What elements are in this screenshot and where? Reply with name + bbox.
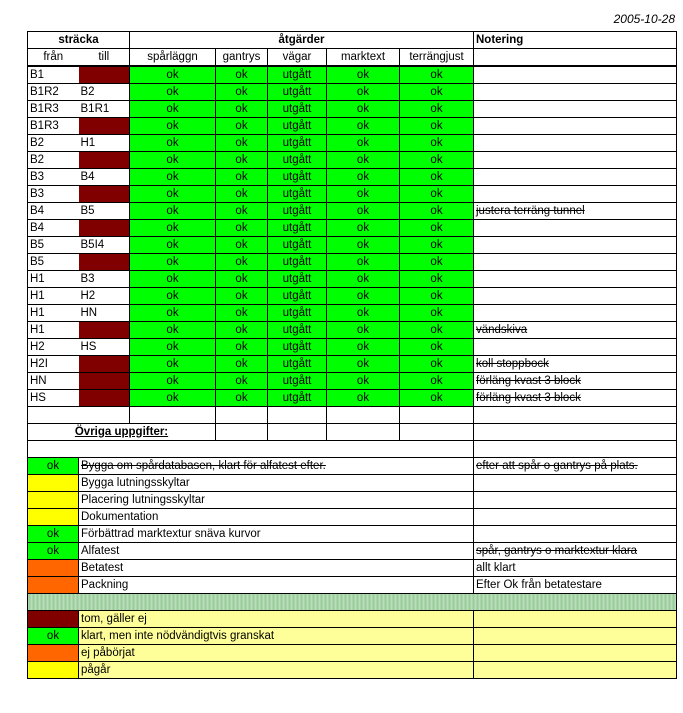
cell-notering <box>474 152 677 169</box>
task-status <box>28 509 79 526</box>
cell-terrangjust: ok <box>400 101 474 118</box>
cell-till: B5 <box>79 203 130 220</box>
cell-notering <box>474 66 677 84</box>
cell-gantrys: ok <box>216 118 268 135</box>
cell-notering: koll stoppbock <box>474 356 677 373</box>
task-note <box>474 475 677 492</box>
subheader-row <box>28 49 677 67</box>
cell-terrangjust: ok <box>400 66 474 84</box>
header-stracka: sträcka <box>28 32 130 49</box>
legend-swatch <box>28 611 79 628</box>
task-text: Förbättrad marktextur snäva kurvor <box>79 526 474 543</box>
legend-text: tom, gäller ej <box>79 611 474 628</box>
cell-sparlaggn: ok <box>130 339 216 356</box>
cell-till: H1 <box>79 135 130 152</box>
table-row <box>28 271 677 288</box>
cell-gantrys: ok <box>216 254 268 271</box>
task-text: Placering lutningsskyltar <box>79 492 474 509</box>
table-row <box>28 254 677 271</box>
header-row <box>28 32 677 49</box>
cell-sparlaggn: ok <box>130 220 216 237</box>
cell-sparlaggn: ok <box>130 66 216 84</box>
cell-sparlaggn: ok <box>130 101 216 118</box>
cell-gantrys: ok <box>216 203 268 220</box>
cell-marktext: ok <box>327 101 400 118</box>
cell-vagar: utgått <box>268 203 327 220</box>
blank-cell <box>28 441 474 458</box>
task-note: allt klart <box>474 560 677 577</box>
cell-till <box>79 254 130 271</box>
table-row <box>28 220 677 237</box>
cell-vagar: utgått <box>268 373 327 390</box>
cell-vagar: utgått <box>268 322 327 339</box>
cell-terrangjust: ok <box>400 220 474 237</box>
blank-cell <box>28 407 79 424</box>
cell-sparlaggn: ok <box>130 288 216 305</box>
header-notering: Notering <box>474 32 677 49</box>
legend-swatch <box>28 645 79 662</box>
cell-notering <box>474 237 677 254</box>
task-text: Betatest <box>79 560 474 577</box>
cell-terrangjust: ok <box>400 322 474 339</box>
table-row <box>28 390 677 407</box>
task-status: ok <box>28 526 79 543</box>
blank-cell <box>216 424 268 441</box>
cell-gantrys: ok <box>216 271 268 288</box>
cell-notering <box>474 84 677 101</box>
blank-cell <box>268 407 327 424</box>
cell-gantrys: ok <box>216 84 268 101</box>
cell-vagar: utgått <box>268 271 327 288</box>
cell-vagar: utgått <box>268 356 327 373</box>
cell-gantrys: ok <box>216 288 268 305</box>
cell-fran: H1 <box>28 305 79 322</box>
task-row <box>28 526 677 543</box>
task-row <box>28 458 677 475</box>
cell-vagar: utgått <box>268 152 327 169</box>
cell-vagar: utgått <box>268 237 327 254</box>
blank-row <box>28 407 677 424</box>
table-row <box>28 66 677 84</box>
cell-fran: B4 <box>28 203 79 220</box>
task-text: Alfatest <box>79 543 474 560</box>
cell-marktext: ok <box>327 254 400 271</box>
cell-vagar: utgått <box>268 101 327 118</box>
blank-cell <box>474 424 677 441</box>
cell-notering: förläng kvast 3 block <box>474 373 677 390</box>
cell-fran: H1 <box>28 288 79 305</box>
cell-fran: B1R3 <box>28 118 79 135</box>
ovriga-title-text: Övriga uppgifter: <box>74 425 169 438</box>
task-note <box>474 526 677 543</box>
blank-cell <box>400 407 474 424</box>
cell-till: H2 <box>79 288 130 305</box>
task-row <box>28 560 677 577</box>
table-row <box>28 135 677 152</box>
table-row <box>28 288 677 305</box>
table-row <box>28 118 677 135</box>
cell-fran: B1R2 <box>28 84 79 101</box>
legend-swatch: ok <box>28 628 79 645</box>
table-row <box>28 305 677 322</box>
cell-sparlaggn: ok <box>130 305 216 322</box>
table-row <box>28 203 677 220</box>
task-status: ok <box>28 543 79 560</box>
cell-marktext: ok <box>327 271 400 288</box>
cell-sparlaggn: ok <box>130 322 216 339</box>
separator <box>28 594 677 611</box>
col-fran: från <box>28 49 79 67</box>
cell-fran: B1 <box>28 66 79 84</box>
cell-notering <box>474 169 677 186</box>
cell-gantrys: ok <box>216 135 268 152</box>
task-text: Bygga lutningsskyltar <box>79 475 474 492</box>
blank-cell <box>400 424 474 441</box>
cell-gantrys: ok <box>216 305 268 322</box>
task-status <box>28 492 79 509</box>
task-row <box>28 577 677 594</box>
cell-marktext: ok <box>327 288 400 305</box>
legend-text: klart, men inte nödvändigtvis granskat <box>79 628 474 645</box>
legend-note <box>474 662 677 679</box>
blank-cell <box>327 407 400 424</box>
cell-terrangjust: ok <box>400 169 474 186</box>
cell-till <box>79 152 130 169</box>
task-note <box>474 509 677 526</box>
cell-notering <box>474 135 677 152</box>
task-status: ok <box>28 458 79 475</box>
task-text: Dokumentation <box>79 509 474 526</box>
blank-cell <box>268 424 327 441</box>
cell-terrangjust: ok <box>400 254 474 271</box>
cell-fran: B5 <box>28 254 79 271</box>
header-atgarder: åtgärder <box>130 32 474 49</box>
cell-vagar: utgått <box>268 169 327 186</box>
cell-gantrys: ok <box>216 390 268 407</box>
cell-fran: H2 <box>28 339 79 356</box>
cell-fran: B4 <box>28 220 79 237</box>
legend-note <box>474 628 677 645</box>
table-row <box>28 101 677 118</box>
cell-marktext: ok <box>327 186 400 203</box>
cell-sparlaggn: ok <box>130 390 216 407</box>
cell-sparlaggn: ok <box>130 271 216 288</box>
cell-sparlaggn: ok <box>130 203 216 220</box>
task-note <box>474 492 677 509</box>
col-sparlaggn: spårläggn <box>130 49 216 67</box>
task-row <box>28 492 677 509</box>
cell-till <box>79 186 130 203</box>
task-status <box>28 560 79 577</box>
cell-notering <box>474 305 677 322</box>
cell-marktext: ok <box>327 220 400 237</box>
cell-marktext: ok <box>327 373 400 390</box>
cell-till: B3 <box>79 271 130 288</box>
cell-gantrys: ok <box>216 66 268 84</box>
blank-cell <box>474 441 677 458</box>
cell-notering <box>474 271 677 288</box>
cell-fran: HS <box>28 390 79 407</box>
cell-fran: B3 <box>28 169 79 186</box>
cell-terrangjust: ok <box>400 186 474 203</box>
cell-notering: förläng kvast 3 block <box>474 390 677 407</box>
cell-terrangjust: ok <box>400 152 474 169</box>
cell-marktext: ok <box>327 169 400 186</box>
task-row <box>28 509 677 526</box>
cell-terrangjust: ok <box>400 237 474 254</box>
blank-cell <box>474 407 677 424</box>
cell-vagar: utgått <box>268 339 327 356</box>
cell-notering <box>474 186 677 203</box>
cell-till <box>79 356 130 373</box>
task-row <box>28 475 677 492</box>
cell-till: B5I4 <box>79 237 130 254</box>
cell-gantrys: ok <box>216 101 268 118</box>
legend-row <box>28 628 677 645</box>
col-marktext: marktext <box>327 49 400 67</box>
cell-terrangjust: ok <box>400 118 474 135</box>
cell-till <box>79 390 130 407</box>
legend-swatch <box>28 662 79 679</box>
cell-sparlaggn: ok <box>130 186 216 203</box>
cell-vagar: utgått <box>268 66 327 84</box>
cell-fran: B3 <box>28 186 79 203</box>
cell-marktext: ok <box>327 152 400 169</box>
cell-sparlaggn: ok <box>130 254 216 271</box>
blank-cell <box>130 407 216 424</box>
cell-gantrys: ok <box>216 373 268 390</box>
task-row <box>28 543 677 560</box>
cell-terrangjust: ok <box>400 339 474 356</box>
cell-marktext: ok <box>327 305 400 322</box>
cell-vagar: utgått <box>268 305 327 322</box>
table-row <box>28 169 677 186</box>
cell-gantrys: ok <box>216 339 268 356</box>
cell-sparlaggn: ok <box>130 152 216 169</box>
col-vagar: vägar <box>268 49 327 67</box>
cell-till: HN <box>79 305 130 322</box>
cell-gantrys: ok <box>216 220 268 237</box>
cell-marktext: ok <box>327 322 400 339</box>
separator-row <box>28 594 677 611</box>
col-gantrys: gantrys <box>216 49 268 67</box>
cell-gantrys: ok <box>216 186 268 203</box>
table-row <box>28 84 677 101</box>
cell-terrangjust: ok <box>400 373 474 390</box>
cell-till <box>79 220 130 237</box>
status-sheet <box>27 31 677 679</box>
cell-notering: justera terräng tunnel <box>474 203 677 220</box>
blank-cell <box>216 407 268 424</box>
cell-marktext: ok <box>327 203 400 220</box>
cell-marktext: ok <box>327 390 400 407</box>
cell-notering <box>474 118 677 135</box>
table-row <box>28 152 677 169</box>
cell-vagar: utgått <box>268 254 327 271</box>
spacer-row <box>28 441 677 458</box>
table-row <box>28 322 677 339</box>
cell-fran: B2 <box>28 152 79 169</box>
legend-note <box>474 611 677 628</box>
cell-marktext: ok <box>327 356 400 373</box>
cell-vagar: utgått <box>268 288 327 305</box>
cell-sparlaggn: ok <box>130 84 216 101</box>
cell-sparlaggn: ok <box>130 135 216 152</box>
cell-vagar: utgått <box>268 118 327 135</box>
cell-terrangjust: ok <box>400 356 474 373</box>
legend-note <box>474 645 677 662</box>
cell-fran: B5 <box>28 237 79 254</box>
cell-marktext: ok <box>327 118 400 135</box>
cell-vagar: utgått <box>268 84 327 101</box>
cell-sparlaggn: ok <box>130 356 216 373</box>
cell-till: B4 <box>79 169 130 186</box>
cell-gantrys: ok <box>216 237 268 254</box>
table-row <box>28 356 677 373</box>
cell-notering <box>474 339 677 356</box>
cell-till <box>79 373 130 390</box>
cell-marktext: ok <box>327 237 400 254</box>
table-row <box>28 373 677 390</box>
legend-row <box>28 662 677 679</box>
cell-terrangjust: ok <box>400 271 474 288</box>
task-text: Packning <box>79 577 474 594</box>
cell-sparlaggn: ok <box>130 237 216 254</box>
legend-text: ej påbörjat <box>79 645 474 662</box>
document-date: 2005-10-28 <box>613 12 675 26</box>
legend-row <box>28 611 677 628</box>
cell-gantrys: ok <box>216 322 268 339</box>
cell-terrangjust: ok <box>400 135 474 152</box>
task-note: efter att spår o gantrys på plats. <box>474 458 677 475</box>
cell-till: B2 <box>79 84 130 101</box>
cell-vagar: utgått <box>268 186 327 203</box>
cell-terrangjust: ok <box>400 84 474 101</box>
cell-marktext: ok <box>327 66 400 84</box>
cell-fran: H1 <box>28 322 79 339</box>
task-note: Efter Ok från betatestare <box>474 577 677 594</box>
task-note: spår, gantrys o marktextur klara <box>474 543 677 560</box>
cell-fran: B1R3 <box>28 101 79 118</box>
table-row <box>28 186 677 203</box>
blank-cell <box>327 424 400 441</box>
cell-gantrys: ok <box>216 169 268 186</box>
legend-row <box>28 645 677 662</box>
legend-text: pågår <box>79 662 474 679</box>
cell-terrangjust: ok <box>400 203 474 220</box>
col-terrangjust: terrängjust <box>400 49 474 67</box>
task-text: Bygga om spårdatabasen, klart för alfatest efter. <box>79 458 474 475</box>
blank-cell <box>79 407 130 424</box>
cell-terrangjust: ok <box>400 305 474 322</box>
cell-fran: B2 <box>28 135 79 152</box>
cell-marktext: ok <box>327 84 400 101</box>
cell-marktext: ok <box>327 135 400 152</box>
cell-terrangjust: ok <box>400 390 474 407</box>
ovriga-title <box>28 424 216 441</box>
cell-fran: H2I <box>28 356 79 373</box>
cell-notering: vändskiva <box>474 322 677 339</box>
cell-marktext: ok <box>327 339 400 356</box>
task-status <box>28 577 79 594</box>
task-status <box>28 475 79 492</box>
ovriga-row <box>28 424 677 441</box>
col-till: till <box>79 49 130 67</box>
cell-till <box>79 66 130 84</box>
cell-terrangjust: ok <box>400 288 474 305</box>
cell-fran: HN <box>28 373 79 390</box>
cell-till: B1R1 <box>79 101 130 118</box>
cell-vagar: utgått <box>268 220 327 237</box>
cell-sparlaggn: ok <box>130 373 216 390</box>
cell-gantrys: ok <box>216 356 268 373</box>
cell-vagar: utgått <box>268 135 327 152</box>
cell-sparlaggn: ok <box>130 118 216 135</box>
cell-notering <box>474 288 677 305</box>
col-notering-blank <box>474 49 677 67</box>
table-row <box>28 339 677 356</box>
cell-gantrys: ok <box>216 152 268 169</box>
table-row <box>28 237 677 254</box>
cell-notering <box>474 254 677 271</box>
cell-till <box>79 118 130 135</box>
cell-notering <box>474 220 677 237</box>
cell-vagar: utgått <box>268 390 327 407</box>
cell-till <box>79 322 130 339</box>
cell-notering <box>474 101 677 118</box>
cell-till: HS <box>79 339 130 356</box>
cell-fran: H1 <box>28 271 79 288</box>
cell-sparlaggn: ok <box>130 169 216 186</box>
